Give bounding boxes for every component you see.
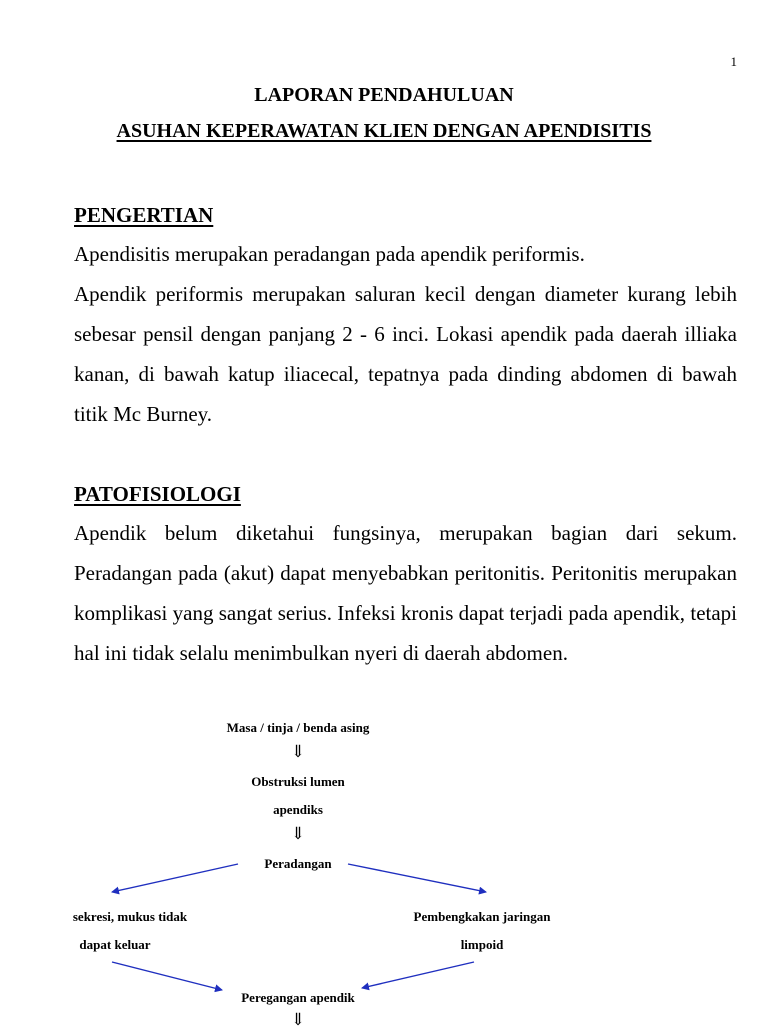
flow-node-distension: Peregangan apendik <box>241 990 355 1005</box>
flow-node-swelling-line1: Pembengkakan jaringan <box>413 909 551 924</box>
paragraph-definition: Apendisitis merupakan peradangan pada apendik periformis. <box>74 242 585 266</box>
flow-node-secretion-line1: sekresi, mukus tidak <box>72 909 188 924</box>
section-heading-patofisiologi: PATOFISIOLOGI <box>74 482 241 506</box>
arrow-down-icon: ⇓ <box>290 742 306 761</box>
page-number: 1 <box>730 54 737 69</box>
arrow-down-icon: ⇓ <box>290 1010 306 1029</box>
flow-node-secretion-line2: dapat keluar <box>79 937 151 952</box>
flow-node-inflammation: Peradangan <box>264 856 332 871</box>
arrow-secretion-to-distension <box>112 962 222 990</box>
arrow-down-icon: ⇓ <box>290 824 306 843</box>
arrow-swelling-to-distension <box>362 962 474 988</box>
document-subtitle: ASUHAN KEPERAWATAN KLIEN DENGAN APENDISITIS <box>116 120 652 142</box>
arrow-to-secretion <box>112 864 238 892</box>
paragraph-pathophysiology: Apendik belum diketahui fungsinya, merupakan bagian dari sekum. Peradangan pada (akut) dapat menyebabkan peritonitis. Peritonitis merupakan komplikasi yang sangat serius. Infeksi kronis dapat terjadi pada apendik, tetapi hal ini tidak selalu menimbulkan nyeri di daerah abdomen. <box>74 521 737 665</box>
flow-node-obstruction-line2: apendiks <box>273 802 323 817</box>
document-title: LAPORAN PENDAHULUAN <box>254 84 514 106</box>
flow-node-swelling-line2: limpoid <box>460 937 504 952</box>
flow-node-mass: Masa / tinja / benda asing <box>226 720 370 735</box>
arrow-to-swelling <box>348 864 486 892</box>
section-heading-pengertian: PENGERTIAN <box>74 203 214 227</box>
flow-node-obstruction-line1: Obstruksi lumen <box>251 774 345 789</box>
paragraph-anatomy: Apendik periformis merupakan saluran kecil dengan diameter kurang lebih sebesar pensil dengan panjang 2 - 6 inci. Lokasi apendik pada daerah illiaka kanan, di bawah katup iliacecal, tepatnya pada dinding abdomen di bawah titik Mc Burney. <box>74 282 737 426</box>
